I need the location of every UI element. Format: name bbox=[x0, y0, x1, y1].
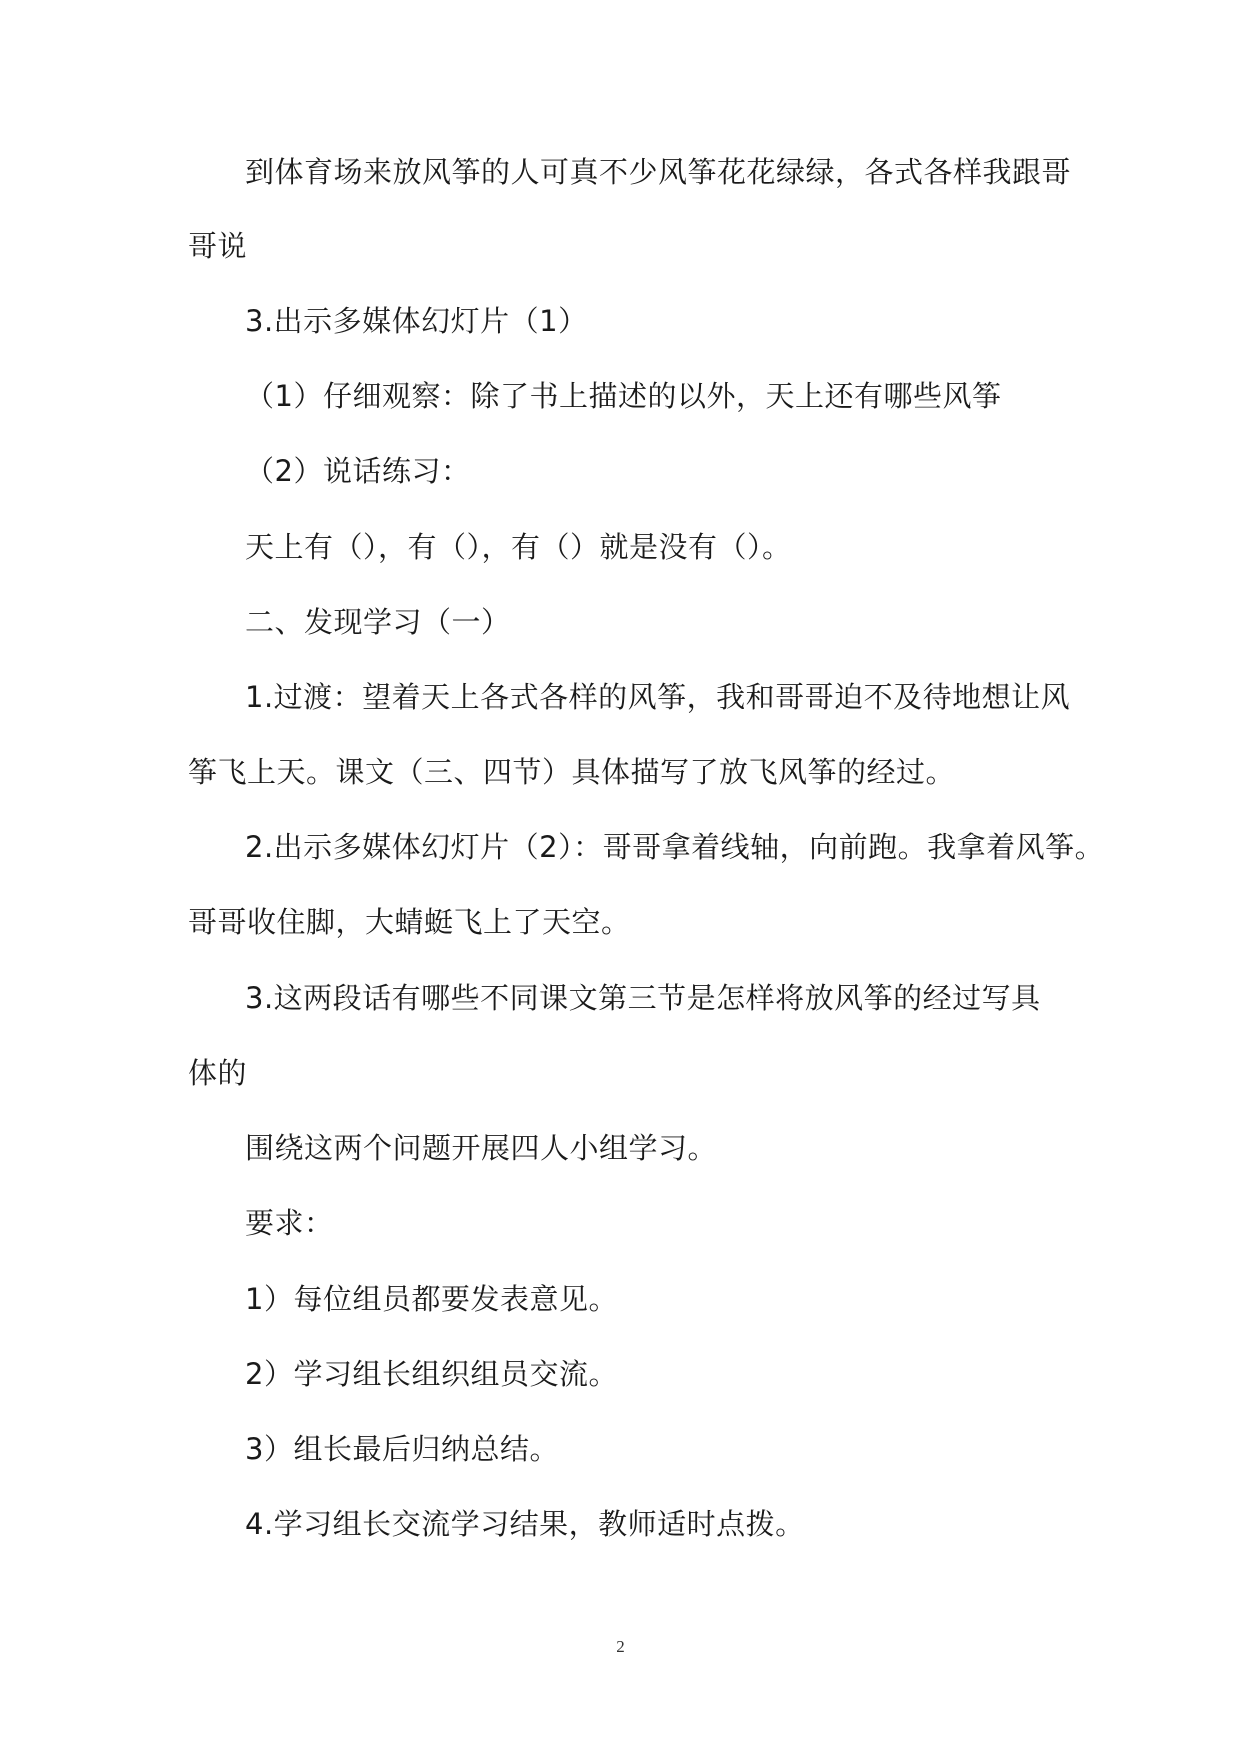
text-line: 3.这两段话有哪些不同课文第三节是怎样将放风筝的经过写具 bbox=[245, 981, 1041, 1015]
text-line: 要求： bbox=[245, 1206, 334, 1240]
text-line: 1）每位组员都要发表意见。 bbox=[245, 1282, 618, 1316]
text-line: 3）组长最后归纳总结。 bbox=[245, 1432, 559, 1466]
text-line: 天上有（），有（），有（）就是没有（）。 bbox=[245, 530, 792, 564]
page-number: 2 bbox=[616, 1637, 625, 1656]
text-line: （2）说话练习： bbox=[245, 454, 471, 488]
text-line: 到体育场来放风筝的人可真不少风筝花花绿绿，各式各样我跟哥 bbox=[245, 155, 1072, 189]
text-line: 1.过渡：望着天上各式各样的风筝，我和哥哥迫不及待地想让风 bbox=[245, 680, 1071, 714]
text-line: 筝飞上天。课文（三、四节）具体描写了放飞风筝的经过。 bbox=[188, 755, 956, 789]
text-line: 二、发现学习（一） bbox=[245, 605, 511, 639]
text-line: 围绕这两个问题开展四人小组学习。 bbox=[245, 1131, 718, 1165]
text-line: 2）学习组长组织组员交流。 bbox=[245, 1357, 618, 1391]
text-line: 哥哥收住脚，大蜻蜓飞上了天空。 bbox=[188, 905, 631, 939]
text-line: 3.出示多媒体幻灯片（1） bbox=[245, 304, 588, 338]
text-line: 体的 bbox=[188, 1056, 248, 1090]
text-line: 哥说 bbox=[188, 229, 248, 263]
text-line: （1）仔细观察：除了书上描述的以外，天上还有哪些风筝 bbox=[245, 379, 1002, 413]
text-line: 4.学习组长交流学习结果，教师适时点拨。 bbox=[245, 1507, 805, 1541]
text-line: 2.出示多媒体幻灯片（2）：哥哥拿着线轴，向前跑。我拿着风筝。 bbox=[245, 830, 1105, 864]
